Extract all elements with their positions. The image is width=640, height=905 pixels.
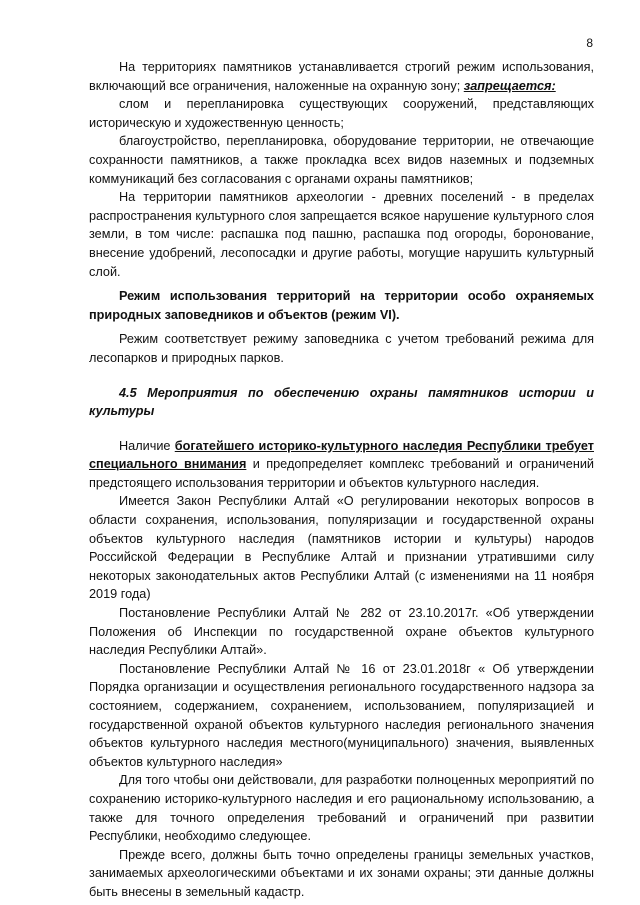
paragraph-resolution-282: Постановление Республики Алтай № 282 от 23.10.2017г. «Об утверждении Положения об Инспекции по государственной охране объектов культурного наследия Республики Алтай». xyxy=(89,606,594,658)
emphasis-heritage: богатейшего историко-культурного наследия Республики требует специального внимания xyxy=(89,438,594,472)
paragraph-text: На территориях памятников устанавливается строгий режим использования, включающий все ограничения, наложенные на охранную зону; xyxy=(89,60,594,93)
paragraph-resolution-16: Постановление Республики Алтай № 16 от 23.01.2018г « Об утверждении Порядка организации и осуществления регионального государственного надзора за состоянием, содержанием, сохранением, использованием, популяризацией и государственной охраной объектов культурного наследия регионального значения объектов культурного наследия местного(муниципального) значения, выявленных объектов культурного наследия» xyxy=(89,661,594,769)
paragraph-demolition: слом и перепланировка существующих сооружений, представляющих историческую и художественную ценность; xyxy=(89,97,594,130)
paragraph-territory-regime xyxy=(89,58,594,95)
paragraph-requirements: Для того чтобы они действовали, для разработки полноценных мероприятий по сохранению историко-культурного наследия и его рациональному использованию, а также для точного определения требований и ограничений при развитии Республики, необходимо следующее. xyxy=(89,773,594,844)
paragraph-archaeology: На территории памятников археологии - древних поселений - в пределах распространения культурного слоя запрещается всякое нарушение культурного слоя земли, в том числе: распашка под пашню, распашка под огороды, боронование, внесение удобрений, лесопосадки и другие работы, могущие нарушить культурный слой. xyxy=(89,190,594,279)
paragraph-boundaries: Прежде всего, должны быть точно определены границы земельных участков, занимаемых археологическими объектами и их зонами охраны; эти данные должны быть внесены в земельный кадастр. xyxy=(89,847,594,899)
paragraph-heritage xyxy=(89,437,594,493)
document-body xyxy=(89,58,594,902)
paragraph-reserve-regime: Режим соответствует режиму заповедника с учетом требований режима для лесопарков и природных парков. xyxy=(89,332,594,365)
heading-regime-vi: Режим использования территорий на территории особо охраняемых природных заповедников и объектов (режим VI). xyxy=(89,289,594,322)
paragraph-text: Наличие xyxy=(119,438,171,453)
section-heading-4-5: 4.5 Мероприятия по обеспечению охраны памятников истории и культуры xyxy=(89,385,594,419)
paragraph-text: и предопределяет комплекс требований и ограничений предстоящего использования территории и объектов культурного наследия. xyxy=(89,457,595,490)
paragraph-landscaping: благоустройство, перепланировка, оборудование территории, не отвечающие сохранности памятников, а также прокладка всех видов наземных и подземных коммуникаций без согласования с органами охраны памятников; xyxy=(89,134,594,186)
paragraph-law: Имеется Закон Республики Алтай «О регулировании некоторых вопросов в области сохранения, использования, популяризации и государственной охраны объектов культурного наследия (памятников истории и культуры) народов Российской Федерации в Республике Алтай и признании утратившими силу некоторых законодательных актов Республики Алтай (с изменениями на 11 ноября 2019 года) xyxy=(89,494,594,602)
emphasis-prohibited: запрещается: xyxy=(463,78,556,93)
page-number: 8 xyxy=(586,36,593,50)
